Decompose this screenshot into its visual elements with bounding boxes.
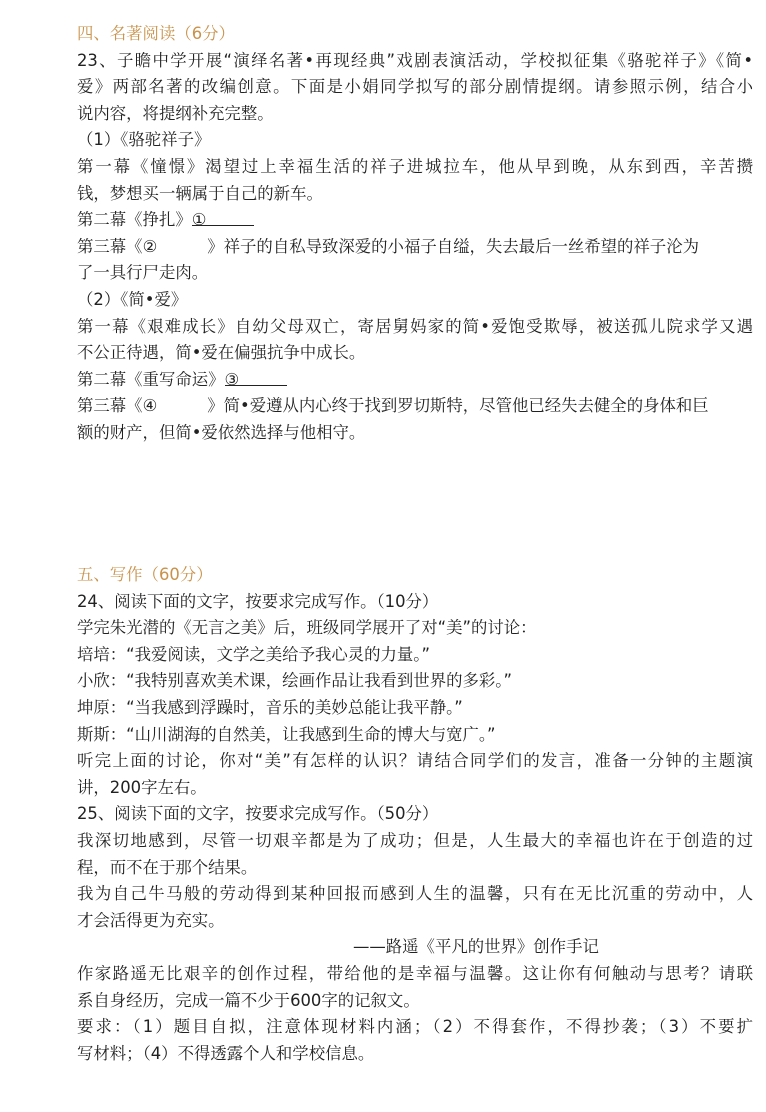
question-25-para-2-line-2: 才会活得更为充实。 (77, 910, 225, 930)
section-reading (77, 21, 753, 447)
question-24-intro: 学完朱光潜的《无言之美》后，班级同学展开了对“美”的讨论： (77, 618, 537, 638)
part-2-act-3-line-1 (77, 393, 753, 420)
part-2-act-3-prefix: 第三幕《 (77, 396, 143, 416)
quote-peipei: 培培：“我爱阅读，文学之美给予我心灵的力量。” (77, 644, 430, 664)
part-1-act-2 (77, 207, 753, 234)
answer-marker-2[interactable]: ② (142, 236, 158, 256)
question-25-para-1-line-1: 我深切地感到，尽管一切艰辛都是为了成功；但是，人生最大的幸福也许在于创造的过 (77, 830, 753, 850)
question-25-requirements-line-1: 要求：（1）题目自拟，注意体现材料内涵；（2）不得套作，不得抄袭；（3）不要扩 (77, 1017, 753, 1037)
part-2-act-1-line-2: 不公正待遇，简•爱在偏强抗争中成长。 (77, 343, 366, 363)
question-25-task-line-2: 系自身经历，完成一篇不少于600字的记叙文。 (77, 990, 420, 1010)
part-1-act-3-suffix: 》祥子的自私导致深爱的小福子自缢，失去最后一丝希望的祥子沦为 (207, 236, 699, 256)
question-25-para-1-line-2: 程，而不在于那个结果。 (77, 857, 258, 877)
answer-blank-1[interactable] (191, 207, 254, 230)
part-1-act-3-prefix: 第三幕《 (77, 236, 143, 256)
question-24-title: 24、阅读下面的文字，按要求完成写作。（10分） (77, 591, 439, 611)
answer-blank-3[interactable] (224, 367, 287, 389)
question-23-line-3: 说内容，将提纲补充完整。 (77, 103, 274, 123)
part-1-act-2-prefix: 第二幕《挣扎》 (77, 210, 192, 230)
question-24-task-line-1: 听完上面的讨论，你对“美”有怎样的认识？请结合同学们的发言，准备一分钟的主题演 (77, 751, 753, 771)
question-25-para-2-line-1: 我为自己牛马般的劳动得到某种回报而感到人生的温馨，只有在无比沉重的劳动中，人 (77, 884, 753, 904)
quote-attribution: ——路遥《平凡的世界》创作手记 (353, 937, 599, 957)
part-2-act-3-suffix: 》简•爱遵从内心终于找到罗切斯特，尽管他已经失去健全的身体和巨 (207, 396, 709, 416)
question-23-line-1: 23、子瞻中学开展“演绎名著•再现经典”戏剧表演活动，学校拟征集《骆驼祥子》《简• (77, 50, 753, 70)
quote-kunyuan: 坤原：“当我感到浮躁时，音乐的美妙总能让我平静。” (77, 697, 463, 717)
part-2-act-3-line-2: 额的财产，但简•爱依然选择与他相守。 (77, 422, 366, 442)
answer-marker-1: ① (191, 210, 207, 230)
quote-sisi: 斯斯：“山川湖海的自然美，让我感到生命的博大与宽广。” (77, 724, 496, 744)
question-25-title: 25、阅读下面的文字，按要求完成写作。（50分） (77, 804, 439, 824)
section-heading-writing: 五、写作（60分） (77, 565, 213, 584)
part-1-act-3-line-1 (77, 234, 753, 261)
question-23-line-2: 爱》两部名著的改编创意。下面是小娟同学拟写的部分剧情提纲。请参照示例，结合小 (77, 77, 753, 97)
part-2-act-2 (77, 367, 753, 394)
part-2-act-2-prefix: 第二幕《重写命运》 (77, 369, 225, 389)
part-1-act-3-line-2: 了一具行尸走肉。 (77, 263, 209, 283)
section-heading-reading: 四、名著阅读（6分） (77, 24, 235, 43)
part-1-label: （1）《骆驼祥子》 (77, 130, 211, 150)
answer-marker-4[interactable]: ④ (142, 396, 158, 416)
part-1-act-1-line-2: 钱，梦想买一辆属于自己的新车。 (77, 183, 323, 203)
answer-marker-3: ③ (224, 369, 240, 389)
question-25-requirements-line-2: 写材料；（4）不得透露个人和学校信息。 (77, 1043, 375, 1063)
part-2-act-1-line-1: 第一幕《艰难成长》自幼父母双亡，寄居舅妈家的简•爱饱受欺辱，被送孤儿院求学又遇 (77, 316, 753, 336)
part-1-act-1-line-1: 第一幕《憧憬》渴望过上幸福生活的祥子进城拉车，他从早到晚，从东到西，辛苦攒 (77, 156, 753, 176)
question-24-task-line-2: 讲，200字左右。 (77, 777, 207, 797)
quote-xiaoxin: 小欣：“我特别喜欢美术课，绘画作品让我看到世界的多彩。” (77, 671, 512, 691)
question-25-task-line-1: 作家路遥无比艰辛的创作过程，带给他的是幸福与温馨。这让你有何触动与思考？请联 (77, 963, 753, 983)
part-2-label: （2）《简•爱》 (77, 289, 188, 309)
section-writing (77, 562, 753, 1067)
